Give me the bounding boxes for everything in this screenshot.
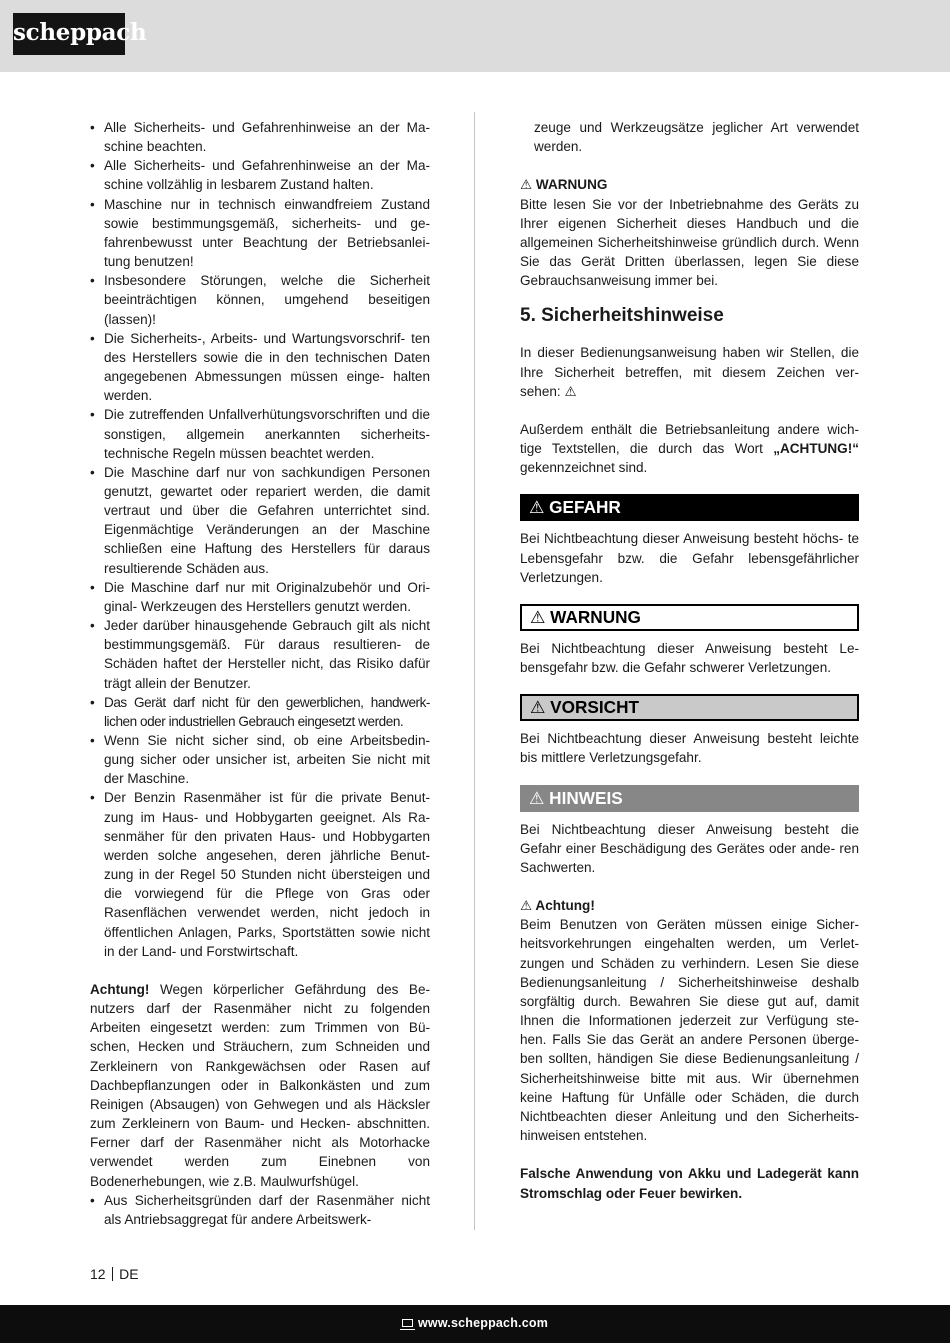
warnung-paragraph: Bitte lesen Sie vor der Inbetriebnahme des Geräts zu Ihrer eigenen Sicherheit dieses Handbuch und die allgemeinen Sicherheitshinweise gründlich durch. Wenn Sie das Gerät Dritten überlassen, legen Sie diese Gebrauchsanweisung immer bei. — [520, 196, 859, 289]
list-item: • Maschine nur in technisch einwandfreiem Zustand sowie bestimmungsgemäß, sicherheits- und ge- fahrenbewusst unter Beachtung der Betriebsanlei- tung benutzen! — [90, 195, 430, 272]
page-number: 12 — [90, 1266, 106, 1282]
list-item: • Die Maschine darf nur mit Originalzubehör und Ori- ginal- Werkzeugen des Herstellers genutzt werden. — [90, 578, 430, 616]
list-item: • Alle Sicherheits- und Gefahrenhinweise an der Ma- schine beachten. — [90, 118, 430, 156]
achtung-description: Beim Benutzen von Geräten müssen einige Sicher- heitsvorkehrungen eingehalten werden, um Verlet- zungen und Schäden zu verhindern. Lesen Sie diese Bedienungsanleitung / Sicherheitshinweise deshalb sorgfältig durch. Bewahren Sie diese gut auf, damit Ihnen die Informationen jederzeit zur Verfügung ste- hen. Falls Sie das Gerät an andere Personen überge- ben sollten, händigen Sie diese Bedienungsanleitung / Sicherheitshinweise bitte mit aus. Wir übernehmen keine Haftung für Unfälle oder Schäden, die durch Nichtbeachten dieser Anleitung und den Sicherheits- hinweisen entstehen. — [520, 917, 859, 1144]
warnung-label-box: ⚠ WARNUNG — [520, 604, 859, 631]
brand-logo: scheppach — [13, 13, 125, 55]
warnung-description: Bei Nichtbeachtung dieser Anweisung besteht Le- bensgefahr bzw. die Gefahr schwerer Verletzungen. — [520, 640, 859, 676]
list-item: • Wenn Sie nicht sicher sind, ob eine Arbeitsbedin- gung sicher oder unsicher ist, arbeiten Sie nicht mit der Maschine. — [90, 731, 430, 788]
continued-bullet-text: zeuge und Werkzeugsätze jeglicher Art verwendet werden. — [534, 120, 859, 155]
language-code: DE — [119, 1266, 139, 1282]
list-item: • Aus Sicherheitsgründen darf der Rasenmäher nicht als Antriebsaggregat für andere Arbeitswerk- — [90, 1191, 430, 1229]
gefahr-label-box: ⚠ GEFAHR — [520, 494, 859, 521]
hinweis-description: Bei Nichtbeachtung dieser Anweisung besteht die Gefahr einer Beschädigung des Gerätes oder ande- ren Sachwerten. — [520, 821, 859, 875]
achtung-title: ⚠ Achtung! — [520, 898, 595, 914]
list-item: • Alle Sicherheits- und Gefahrenhinweise an der Ma- schine vollzählig in lesbarem Zustand halten. — [90, 156, 430, 194]
list-item: • Die Maschine darf nur von sachkundigen Personen genutzt, gewartet oder repariert werden, die damit vertraut und über die Gefahren unterrichtet sind. Eigenmächtige Veränderungen an der Maschine schließen eine Haftung des Herstellers für daraus resultierende Schäden aus. — [90, 463, 430, 578]
textstellen-paragraph: Außerdem enthält die Betriebsanleitung andere wich- tige Textstellen, die durch das Wort „ACHTUNG!“ gekennzeichnet sind. — [520, 422, 859, 476]
left-column — [90, 118, 430, 1229]
computer-icon — [402, 1319, 413, 1327]
intro-paragraph: In dieser Bedienungsanweisung haben wir Stellen, die Ihre Sicherheit betreffen, mit diesem Zeichen ver- sehen: ⚠ — [520, 345, 859, 399]
achtung-text: Wegen körperlicher Gefährdung des Be- nutzers darf der Rasenmäher nicht zu folgenden Arbeiten eingesetzt werden: zum Trimmen von Bü- schen, Hecken und Sträuchern, zum Schneiden und Zerkleinern von Rankgewächsen oder Rasen auf Dachbepflanzungen oder in Balkonkästen und zum Reinigen (Absaugen) von Gehwegen und als Häcksler zum Zerkleinern von Baum- und Hecken- abschnitten. Ferner darf der Rasenmäher nicht als Motorhacke verwendet werden zum Einebnen von Bodenerhebungen, wie z.B. Maulwurfshügel. — [90, 982, 430, 1189]
final-warning: Falsche Anwendung von Akku und Ladegerät kann Stromschlag oder Feuer bewirken. — [520, 1166, 859, 1201]
list-item: • Der Benzin Rasenmäher ist für die private Benut- zung im Haus- und Hobbygarten geeignet. Als Ra- senmäher für den privaten Haus- und Hobbygarten werden solche angesehen, deren jährliche Benut- zung in der Regel 50 Stunden nicht übersteigen und die vorwiegend für die Pflege von Gras oder Rasenflächen verwendet werden, nicht jedoch in öffentlichen Anlagen, Parks, Sportstätten sowie nicht in der Land- und Forstwirtschaft. — [90, 788, 430, 960]
achtung-paragraph — [90, 980, 430, 1191]
warnung-title: ⚠ WARNUNG — [520, 177, 608, 193]
page-footer-label — [90, 1264, 139, 1284]
list-item: • Insbesondere Störungen, welche die Sicherheit beeinträchtigen können, umgehend beseitigen (lassen)! — [90, 271, 430, 328]
vorsicht-description: Bei Nichtbeachtung dieser Anweisung besteht leichte bis mittlere Verletzungsgefahr. — [520, 731, 859, 766]
gefahr-description: Bei Nichtbeachtung dieser Anweisung besteht höchs- te Lebensgefahr bzw. die Gefahr lebensgefährlicher Verletzungen. — [520, 531, 859, 585]
vorsicht-label-box: ⚠ VORSICHT — [520, 694, 859, 721]
hinweis-label-box: ⚠ HINWEIS — [520, 785, 859, 812]
list-item: • Die Sicherheits-, Arbeits- und Wartungsvorschrif- ten des Herstellers sowie die in den technischen Daten angegebenen Abmessungen müssen einge- halten werden. — [90, 329, 430, 406]
list-item: • Jeder darüber hinausgehende Gebrauch gilt als nicht bestimmungsgemäß. Für daraus resultieren- de Schäden haftet der Hersteller nicht, das Risiko dafür trägt allein der Benutzer. — [90, 616, 430, 693]
footer-website[interactable] — [0, 1313, 950, 1333]
website-url[interactable]: www.scheppach.com — [417, 1316, 549, 1330]
list-item: • Das Gerät darf nicht für den gewerblichen, handwerk- lichen oder industriellen Gebrauch eingesetzt werden. — [90, 693, 430, 731]
right-column — [520, 118, 859, 1203]
column-divider — [474, 112, 475, 1230]
achtung-label: Achtung! — [90, 982, 150, 998]
section-heading: 5. Sicherheitshinweise — [520, 305, 724, 327]
safety-bullet-list — [90, 118, 430, 961]
achtung-keyword: „ACHTUNG!“ — [773, 441, 859, 457]
list-item: • Die zutreffenden Unfallverhütungsvorschriften und die sonstigen, allgemein anerkannten sicherheits- technische Regeln müssen beachtet werden. — [90, 405, 430, 462]
footer-separator — [112, 1267, 114, 1281]
